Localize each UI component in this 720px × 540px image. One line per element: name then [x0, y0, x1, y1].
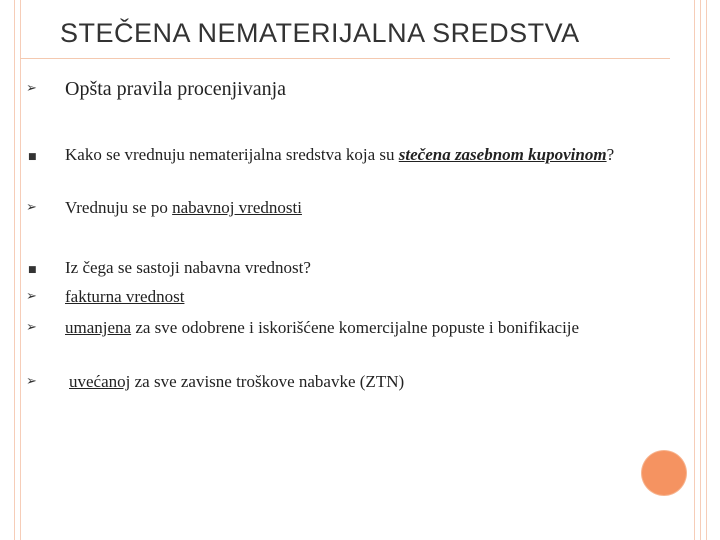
arrow-bullet-icon: ➢: [26, 374, 37, 389]
item-underlined: fakturna vrednost: [65, 287, 185, 306]
item-underlined: nabavnoj vrednosti: [172, 198, 302, 217]
arrow-bullet-icon: ➢: [26, 81, 37, 96]
list-item: [26, 317, 646, 339]
arrow-bullet-icon: ➢: [26, 289, 37, 304]
item-underlined: uvećanoj: [69, 372, 131, 391]
list-item: [26, 257, 646, 279]
item-underlined: umanjena: [65, 318, 132, 337]
list-item: [26, 144, 646, 166]
list-item: [26, 197, 646, 219]
item-text: Kako se vrednuju nematerijalna sredstva koja su: [65, 145, 399, 164]
list-item: [26, 78, 646, 100]
arrow-bullet-icon: ➢: [26, 320, 37, 335]
item-text: Vrednuju se po: [65, 198, 173, 217]
item-text: Opšta pravila procenjivanja: [65, 78, 287, 100]
item-text: za sve odobrene i iskorišćene komercijalne popuste i bonifikacije: [131, 318, 580, 337]
decorative-circle: [642, 451, 686, 495]
frame-line-left-2: [20, 0, 21, 540]
item-text: Iz čega se sastoji nabavna vrednost?: [65, 258, 311, 277]
frame-line-right-2: [700, 0, 701, 540]
slide-title: STEČENA NEMATERIJALNA SREDSTVA: [60, 18, 580, 48]
frame-line-left-1: [14, 0, 15, 540]
item-text: ?: [606, 145, 615, 164]
item-text: za sve zavisne troškove nabavke (ZTN): [130, 372, 405, 391]
frame-line-right-3: [706, 0, 707, 540]
arrow-bullet-icon: ➢: [26, 200, 37, 215]
title-divider: [20, 58, 670, 59]
item-emphasis: stečena zasebnom kupovinom: [398, 145, 607, 164]
list-item: [26, 371, 646, 393]
list-item: [26, 286, 646, 308]
frame-line-right-1: [694, 0, 695, 540]
square-bullet-icon: ■: [28, 265, 37, 275]
square-bullet-icon: ■: [28, 152, 37, 162]
